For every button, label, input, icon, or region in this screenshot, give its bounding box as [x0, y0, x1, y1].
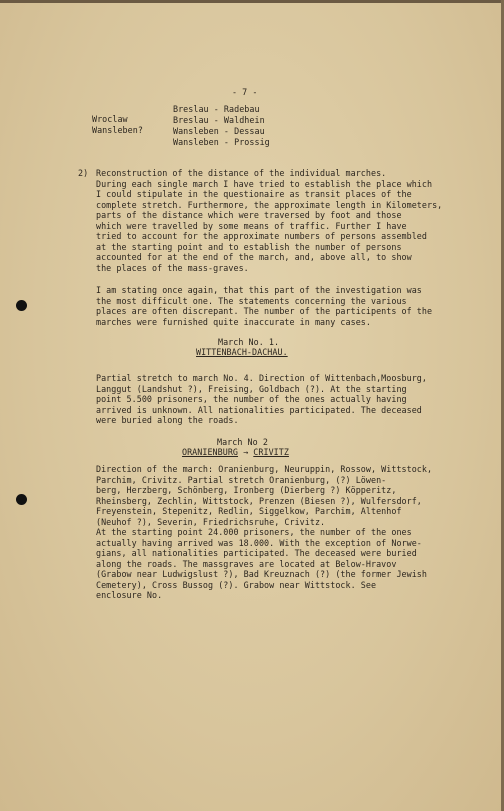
march-2-text [96, 464, 433, 622]
text-line: Partial stretch to march No. 4. Direction of Wittenbach,Moosburg, [96, 373, 427, 383]
text-line: At the starting point 24.000 prisoners, the number of the ones [96, 527, 412, 537]
march-2-destination: CRIVITZ [253, 447, 289, 457]
text-line: Direction of the march: Oranienburg, Neuruppin, Rossow, Wittstock, [96, 464, 433, 474]
text-line: During each single march I have tried to establish the place which [96, 178, 433, 189]
march-1-subtitle: WITTENBACH-DACHAU. [196, 347, 288, 357]
text-line: the most difficult one. The statements concerning the various [96, 295, 407, 306]
punch-hole-bottom [16, 494, 27, 505]
text-line: enclosure No. [96, 590, 163, 600]
route-right-4: Wansleben - Prossig [173, 137, 270, 147]
page-number: - 7 - [232, 87, 258, 97]
route-right-2: Breslau - Waldhein [173, 115, 265, 125]
text-line: (Grabow near Ludwigslust ?), Bad Kreuznach (?) (the former Jewish [96, 569, 427, 579]
text-line: I am stating once again, that this part of the investigation was [96, 285, 422, 295]
text-line: arrived is unknown. All nationalities participated. The deceased [96, 404, 422, 415]
text-line: the places of the mass-graves. [96, 262, 249, 273]
section-2-number: 2) [78, 168, 89, 178]
text-line: Rheinsberg, Zechlin, Wittstock, Prenzen (Biesen ?), Wulfersdorf, [96, 495, 422, 506]
text-line: (Neuhof ?), Severin, Friedrichsruhe, Crivitz. [96, 516, 326, 527]
arrow-right-icon: → [243, 447, 249, 457]
text-line: I could stipulate in the questionaire as transit places of the [96, 189, 412, 199]
route-right-3: Wansleben - Dessau [173, 126, 265, 136]
text-line: parts of the distance which were traversed by foot and those [96, 210, 402, 220]
text-line: marches were furnished quite inaccurate in many cases. [96, 316, 371, 327]
text-line: complete stretch. Furthermore, the approximate length in Kilometers, [96, 199, 443, 210]
text-line: actually having arrived was 18.000. With the exception of Norwe- [96, 537, 422, 548]
text-line: gians, all nationalities participated. The deceased were buried [96, 548, 417, 558]
text-line: tried to account for the approximate numbers of persons assembled [96, 231, 427, 241]
text-line: Langgut (Landshut ?), Freising, Goldbach (?). At the starting [96, 383, 407, 394]
text-line: were buried along the roads. [96, 415, 239, 425]
march-2-title: March No 2 [217, 437, 268, 447]
text-line: which were travelled by some means of traffic. Further I have [96, 220, 407, 231]
text-line: at the starting point and to establish the number of persons [96, 241, 402, 252]
text-line: Cemetery), Cross Bussog (?). Grabow near Wittstock. See [96, 579, 377, 590]
text-line: along the roads. The massgraves are located at Below-Hravov [96, 558, 397, 569]
text-line: Freyenstein, Stepenitz, Redlin, Siggelkow, Parchim, Altenhof [96, 506, 402, 516]
text-line: Parchim, Crivitz. Partial stretch Oranienburg, (?) Löwen- [96, 474, 387, 485]
route-left-1: Wroclaw [92, 114, 128, 124]
route-left-2: Wansleben? [92, 125, 143, 135]
march-2-origin: ORANIENBURG [182, 447, 239, 457]
text-line: accounted for at the end of the march, and, above all, to show [96, 252, 412, 262]
text-line: Reconstruction of the distance of the individual marches. [96, 168, 387, 178]
text-line: point 5.500 prisoners, the number of the ones actually having [96, 394, 407, 404]
march-2-subtitle [182, 447, 289, 458]
march-1-title: March No. 1. [218, 337, 280, 347]
text-line: berg, Herzberg, Schönberg, Ironberg (Dierberg ?) Köpperitz, [96, 485, 397, 495]
text-line: places are often discrepant. The number of the participents of the [96, 306, 433, 316]
punch-hole-top [16, 300, 27, 311]
route-right-1: Breslau - Radebau [173, 104, 260, 114]
page-top-edge [0, 0, 504, 3]
